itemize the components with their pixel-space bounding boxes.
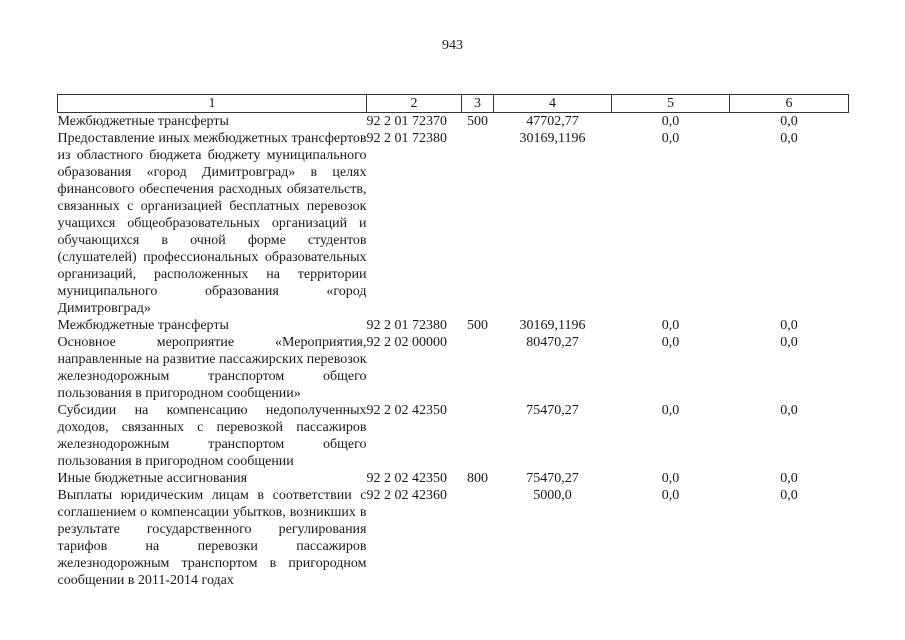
row-name: Межбюджетные трансферты	[57, 114, 229, 129]
row-code: 92 2 01 72380	[366, 318, 447, 333]
row-col6: 0,0	[780, 471, 798, 486]
column-header-3: 3	[462, 95, 494, 113]
row-expense-type	[462, 130, 494, 317]
row-expense-type	[462, 487, 494, 589]
row-col5: 0,0	[661, 318, 680, 333]
row-code: 92 2 02 42350	[366, 403, 447, 418]
row-col6: 0,0	[780, 488, 798, 503]
row-col5: 0,0	[661, 488, 680, 503]
column-header-4: 4	[494, 95, 612, 113]
column-header-1: 1	[58, 95, 367, 113]
row-expense-type	[462, 402, 494, 470]
table-row	[58, 130, 849, 317]
row-amount: 30169,1196	[519, 131, 586, 146]
column-header-5: 5	[612, 95, 730, 113]
row-amount: 5000,0	[533, 488, 572, 503]
row-col6: 0,0	[780, 318, 798, 333]
row-col6: 0,0	[780, 403, 798, 418]
row-code: 92 2 02 42360	[366, 488, 447, 503]
budget-table	[57, 94, 849, 589]
header-row	[58, 95, 849, 113]
row-col6: 0,0	[780, 131, 798, 146]
row-col5: 0,0	[661, 131, 680, 146]
row-amount: 30169,1196	[519, 318, 586, 333]
table-row	[58, 470, 849, 487]
table-row	[58, 402, 849, 470]
table-row	[58, 334, 849, 402]
row-col5: 0,0	[661, 471, 680, 486]
table-row	[58, 113, 849, 131]
column-header-2: 2	[367, 95, 462, 113]
row-name: Межбюджетные трансферты	[57, 318, 229, 333]
column-header-6: 6	[730, 95, 849, 113]
row-code: 92 2 02 00000	[366, 335, 447, 350]
table-row	[58, 487, 849, 589]
row-expense-type: 800	[467, 471, 488, 486]
row-name: Субсидии на компенсацию недополученных доходов, связанных с перевозкой пассажиров железнодорожным транспортом общего пользования в пригородном сообщении	[57, 403, 367, 469]
table-body	[58, 113, 849, 590]
row-col5: 0,0	[661, 114, 680, 129]
row-expense-type: 500	[467, 114, 488, 129]
row-code: 92 2 01 72380	[366, 131, 447, 146]
row-name: Иные бюджетные ассигнования	[57, 471, 248, 486]
table-row	[58, 317, 849, 334]
row-col5: 0,0	[661, 403, 680, 418]
row-amount: 75470,27	[526, 471, 579, 486]
row-col5: 0,0	[661, 335, 680, 350]
page-number: 943	[442, 38, 463, 53]
row-code: 92 2 01 72370	[366, 114, 447, 129]
row-expense-type: 500	[467, 318, 488, 333]
row-name: Основное мероприятие «Мероприятия, направленные на развитие пассажирских перевозок железнодорожным транспортом общего пользования в пригородном сообщении»	[57, 335, 367, 401]
row-col6: 0,0	[780, 114, 798, 129]
row-code: 92 2 02 42350	[366, 471, 447, 486]
row-name: Выплаты юридическим лицам в соответствии с соглашением о компенсации убытков, возникших в результате государственного регулирования тарифов на перевозки пассажиров железнодорожным транспортом в пригородном сообщении в 2011-2014 годах	[57, 488, 367, 588]
row-expense-type	[462, 334, 494, 402]
row-amount: 75470,27	[526, 403, 579, 418]
row-amount: 47702,77	[526, 114, 579, 129]
table-header	[58, 95, 849, 113]
row-col6: 0,0	[780, 335, 798, 350]
row-name: Предоставление иных межбюджетных трансфертов из областного бюджета бюджету муниципального образования «город Димитровград» в целях финансового обеспечения расходных обязательств, связанных с организацией бесплатных перевозок учащихся общеобразовательных организаций и обучающихся в очной форме студентов (слушателей) профессиональных образовательных организаций, расположенных на территории муниципального образования «город Димитровград»	[57, 131, 367, 316]
row-amount: 80470,27	[526, 335, 579, 350]
